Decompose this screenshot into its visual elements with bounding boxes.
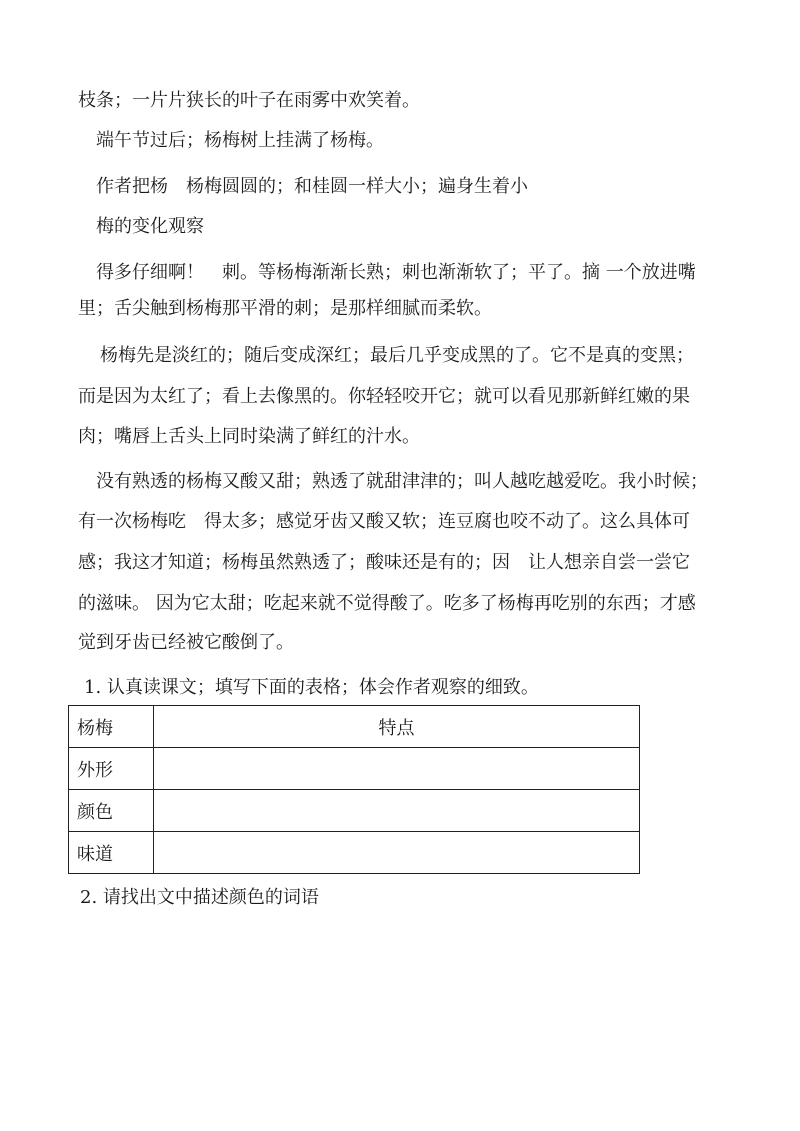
row-answer-shape[interactable] bbox=[154, 748, 640, 790]
table-row bbox=[69, 832, 640, 874]
passage-line-13: 的滋味。 因为它太甜；吃起来就不觉得酸了。吃多了杨梅再吃别的东西；才感 bbox=[78, 593, 696, 614]
row-label-shape: 外形 bbox=[69, 748, 154, 790]
table-row bbox=[69, 790, 640, 832]
passage-line-7: 杨梅先是淡红的；随后变成深红；最后几乎变成黑的了。它不是真的变黑； bbox=[100, 345, 694, 366]
table-header-feature: 特点 bbox=[154, 706, 640, 748]
passage-line-2: 端午节过后；杨梅树上挂满了杨梅。 bbox=[96, 130, 384, 151]
passage-line-5: 得多仔细啊！ 刺。等杨梅渐渐长熟；刺也渐渐软了；平了。摘 一个放进嘴 bbox=[96, 262, 696, 283]
passage-line-6: 里；舌尖触到杨梅那平滑的刺；是那样细腻而柔软。 bbox=[78, 298, 492, 319]
table-header-label: 杨梅 bbox=[69, 706, 154, 748]
question-2: 2. 请找出文中描述颜色的词语 bbox=[80, 887, 319, 908]
passage-line-11: 有一次杨梅吃 得太多；感觉牙齿又酸又软；连豆腐也咬不动了。这么具体可 bbox=[78, 511, 690, 532]
table-header-row bbox=[69, 706, 640, 748]
question-1: 1. 认真读课文；填写下面的表格；体会作者观察的细致。 bbox=[84, 677, 539, 698]
passage-line-3: 作者把杨 杨梅圆圆的；和桂圆一样大小；遍身生着小 bbox=[96, 176, 528, 197]
passage-line-1: 枝条；一片片狭长的叶子在雨雾中欢笑着。 bbox=[78, 90, 420, 111]
row-answer-taste[interactable] bbox=[154, 832, 640, 874]
passage-line-12: 感；我这才知道；杨梅虽然熟透了；酸味还是有的；因 让人想亲自尝一尝它 bbox=[78, 552, 690, 573]
passage-line-9: 肉；嘴唇上舌头上同时染满了鲜红的汁水。 bbox=[78, 426, 420, 447]
row-answer-color[interactable] bbox=[154, 790, 640, 832]
row-label-taste: 味道 bbox=[69, 832, 154, 874]
passage-line-14: 觉到牙齿已经被它酸倒了。 bbox=[78, 632, 294, 653]
passage-line-8: 而是因为太红了；看上去像黑的。你轻轻咬开它；就可以看见那新鲜红嫩的果 bbox=[78, 386, 690, 407]
passage-line-10: 没有熟透的杨梅又酸又甜；熟透了就甜津津的；叫人越吃越爱吃。我小时候； bbox=[96, 471, 708, 492]
passage-line-4: 梅的变化观察 bbox=[96, 216, 204, 237]
features-table bbox=[68, 705, 640, 874]
row-label-color: 颜色 bbox=[69, 790, 154, 832]
table-row bbox=[69, 748, 640, 790]
